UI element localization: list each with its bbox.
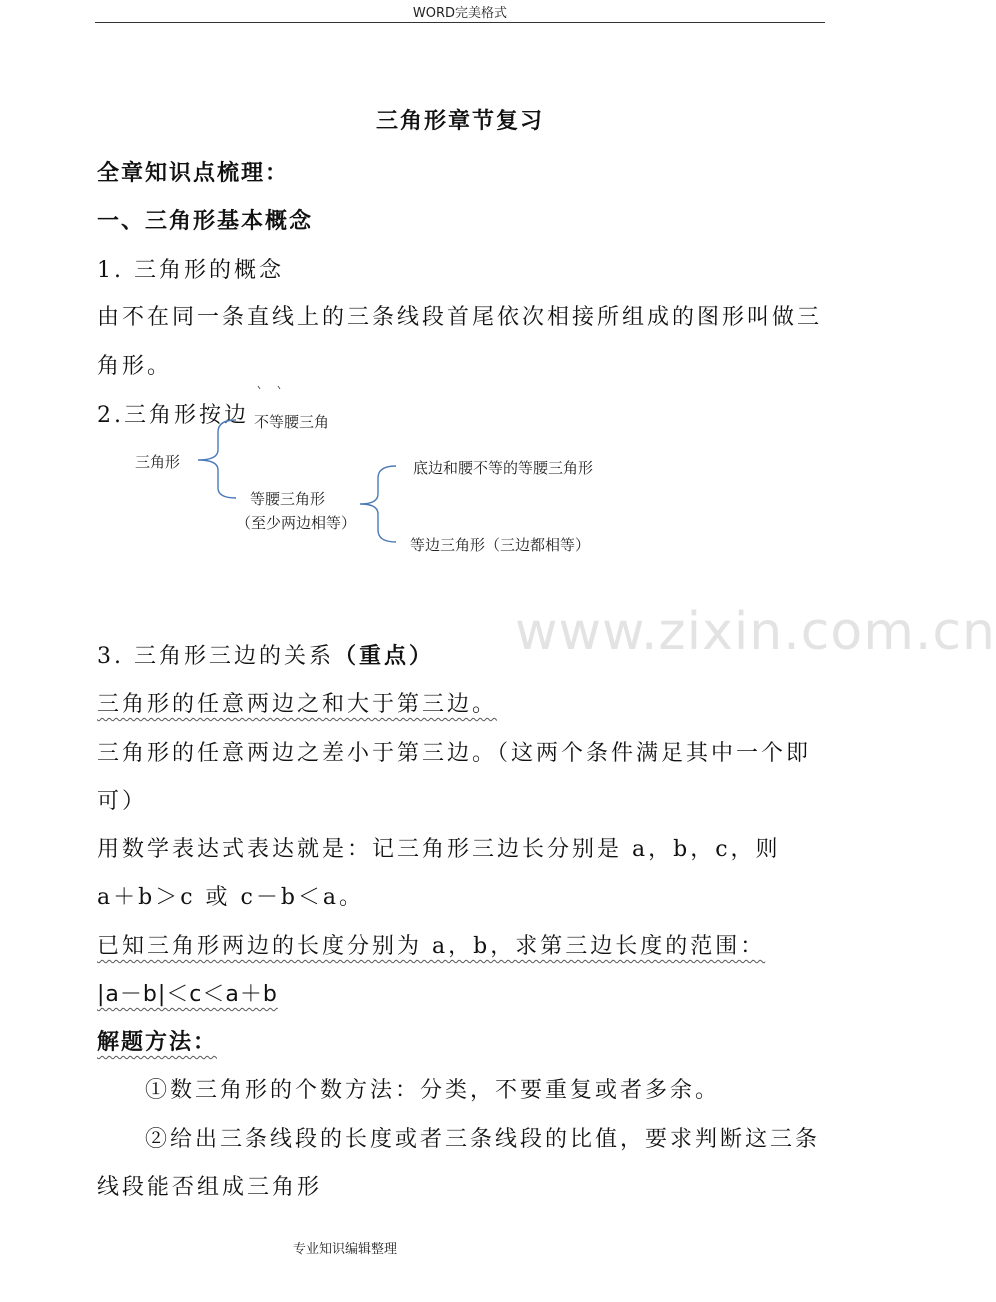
item-3-key-label: （重点） [333,643,434,669]
header-divider [95,22,825,23]
rule-sum [97,687,497,718]
range-line-1-text: 已知三角形两边的长度分别为 a，b，求第三边长度的范围： [97,934,766,959]
tree-node-equilateral: 等边三角形（三边都相等） [410,536,591,554]
tree-node-isosceles-note: （至少两边相等） [236,514,357,532]
item-2-title: 2.三角形按边 [97,403,249,428]
expression-line-2: a＋b＞c 或 c－b＜a。 [97,885,365,910]
item-1-title: 1. 三角形的概念 [97,258,284,283]
section-heading-overview: 全章知识点梳理： [97,160,290,186]
item-1-text-line-1: 由不在同一条直线上的三条线段首尾依次相接所组成的图形叫做三 [97,305,823,330]
range-line-2 [97,977,278,1008]
method-1: ①数三角形的个数方法：分类，不要重复或者多余。 [145,1078,721,1103]
item-3-title-text: 3. 三角形三边的关系 [97,644,334,669]
method-heading-text: 解题方法： [97,1029,218,1055]
method-2-line-1: ②给出三条线段的长度或者三条线段的比值，要求判断这三条 [145,1127,821,1152]
rule-diff-line-1: 三角形的任意两边之差小于第三边。（这两个条件满足其中一个即 [97,741,812,766]
tree-node-isosceles: 等腰三角形 [250,490,326,508]
classification-tree-brackets [0,380,700,570]
tree-node-scalene: 不等腰三角 [254,413,330,431]
range-line-2-text: |a－b|＜c＜a＋b [97,982,278,1007]
page-header: WORD完美格式 [412,6,508,21]
document-title: 三角形章节复习 [375,108,544,134]
rule-diff-line-2: 可） [97,789,148,814]
rule-sum-text: 三角形的任意两边之和大于第三边。 [97,692,498,717]
item-3-title [97,639,434,670]
page-footer: 专业知识编辑整理 [292,1242,397,1257]
expression-line-1: 用数学表达式表达就是：记三角形三边长分别是 a，b，c，则 [97,837,781,862]
range-line-1 [97,929,765,960]
method-2-line-2: 线段能否组成三角形 [97,1175,323,1200]
tree-node-base-not-equal: 底边和腰不等的等腰三角形 [413,459,594,477]
watermark: www.zixin.com.cn [515,602,996,662]
tree-node-triangle: 三角形 [135,453,181,471]
item-1-text-line-2: 角形。 [97,354,173,379]
method-heading [97,1025,217,1056]
section-heading-basic-concepts: 一、三角形基本概念 [97,208,314,234]
